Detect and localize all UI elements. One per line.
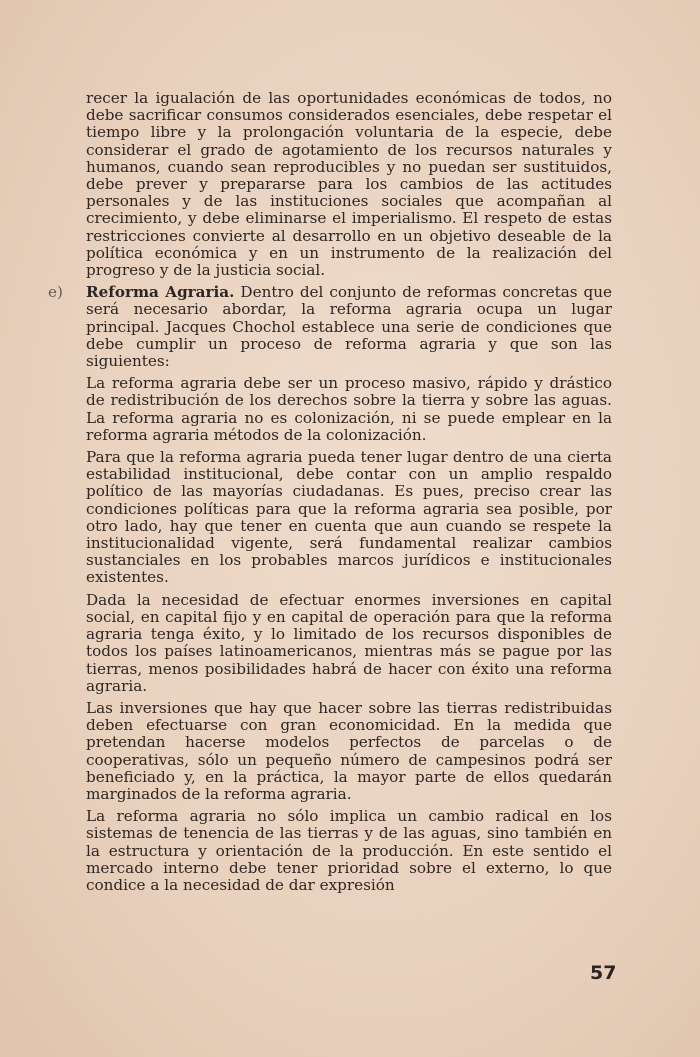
paragraph-continuation: recer la igualación de las oportunidades económicas de todos, no debe sacrificar consumos considerados esenciales, debe respetar el tiempo libre y la prolongación voluntaria de la especie, debe considerar el grado de agotamiento de los recursos naturales y humanos, cuando sean reproducibles y no puedan ser sustituidos, debe prever y prepararse para los cambios de las actitudes personales y de las instituciones sociales que acompañan al crecimiento, y debe eliminarse el imperialismo. El respeto de estas restricciones convierte al desarrollo en un objetivo deseable de la política económica y en un instrumento de la realización del progreso y de la justicia social. <box>86 89 612 280</box>
condition-5: La reforma agraria no sólo implica un cambio radical en los sistemas de tenencia de las tierras y de las aguas, sino también en la estructura y orientación de la producción. En este sentido el mercado interno debe tener prioridad sobre el externo, lo que condice a la necesidad de dar expresión <box>86 807 612 894</box>
section-label: e) <box>48 283 63 302</box>
page-number: 57 <box>590 962 617 984</box>
body-text <box>48 89 613 899</box>
condition-2: Para que la reforma agraria pueda tener lugar dentro de una cierta estabilidad institucional, debe contar con un amplio respaldo político de las mayorías ciudadanas. Es pues, preciso crear las condiciones políticas para que la reforma agraria sea posible, por otro lado, hay que tener en cuenta que aun cuando se respete la institucionalidad vigente, será fundamental realizar cambios sustanciales en los probables marcos jurídicos e institucionales existentes. <box>86 448 612 587</box>
section-heading: Reforma Agraria. <box>86 283 235 302</box>
section-e-paragraph <box>48 283 613 371</box>
section-intro: Dentro del conjunto de reformas concretas que será necesario abordar, la reforma agraria ocupa un lugar principal. Jacques Chochol establece una serie de condiciones que debe cumplir un proceso de reforma agraria y que son las siguientes: <box>86 283 613 371</box>
condition-4: Las inversiones que hay que hacer sobre las tierras redistribuidas deben efectuarse con gran economicidad. En la medida que pretendan hacerse modelos perfectos de parcelas o de cooperativas, sólo un pequeño número de campesinos podrá ser beneficiado y, en la práctica, la mayor parte de ellos quedarán marginados de la reforma agraria. <box>86 698 612 803</box>
condition-1: La reforma agraria debe ser un proceso masivo, rápido y drástico de redistribución de los derechos sobre la tierra y sobre las aguas. La reforma agraria no es colonización, ni se puede emplear en la reforma agraria métodos de la colonización. <box>86 374 612 444</box>
condition-3: Dada la necesidad de efectuar enormes inversiones en capital social, en capital fijo y en capital de operación para que la reforma agraria tenga éxito, y lo limitado de los recursos disponibles de todos los países latinoamericanos, mientras más se pague por las tierras, menos posibilidades habrá de hacer con éxito una reforma agraria. <box>86 590 612 695</box>
